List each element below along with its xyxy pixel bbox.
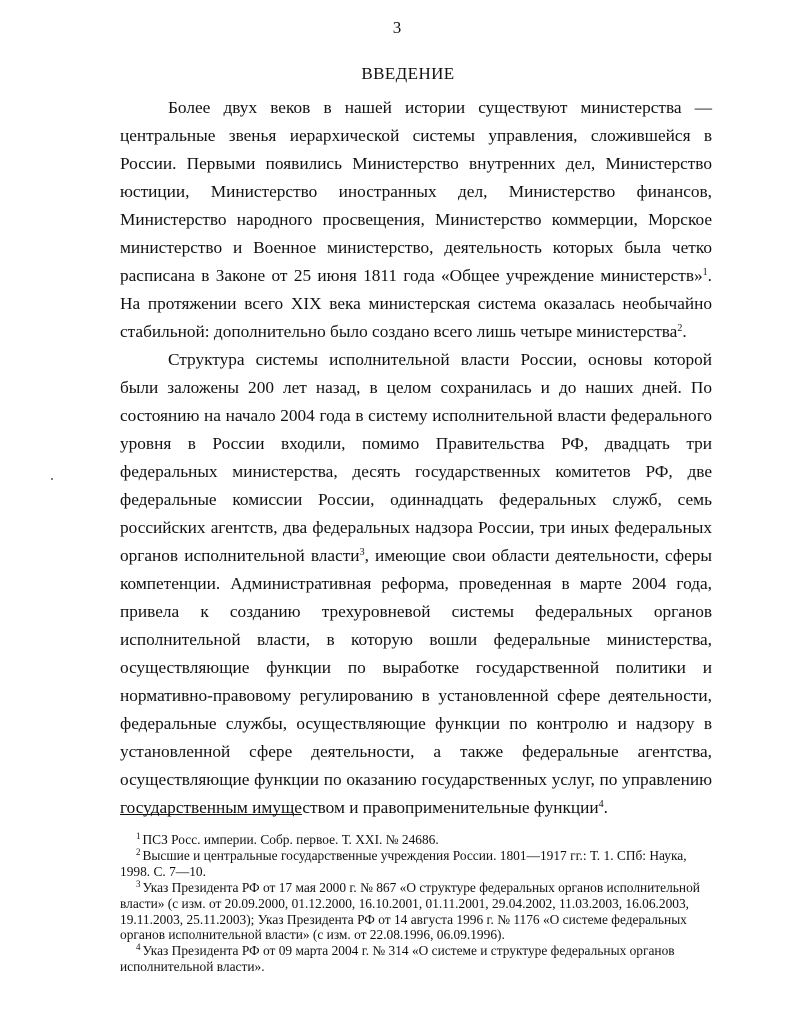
footnote-reference: 3 <box>359 547 365 558</box>
footnote-mark: 3 <box>136 878 141 889</box>
paragraph-text: . На протяжении всего XIX века министерская система оказалась необычайно стабильной: дополнительно было создано всего лишь четыре министерства <box>120 266 712 341</box>
footnote-4 <box>120 943 710 975</box>
footnote-mark: 4 <box>136 942 141 953</box>
paragraph-2 <box>120 346 712 822</box>
footnote-text: Указ Президента РФ от 17 мая 2000 г. № 867 «О структуре федеральных органов исполнительной власти» (с изм. от 20.09.2000, 01.12.2000, 16.10.2001, 01.11.2001, 29.04.2002, 11.03.2003, 16.06.2003, 19.11.2003, 25.11.2003); Указ Президента РФ от 14 августа 1996 г. № 1176 «О системе федеральных органов исполнительной власти» (с изм. от 22.08.1996, 06.09.1996). <box>120 879 700 943</box>
section-heading: ВВЕДЕНИЕ <box>361 64 455 83</box>
footnote-reference: 2 <box>677 323 683 334</box>
footnote-separator <box>120 814 302 815</box>
paragraph-1 <box>120 94 712 346</box>
footnote-text: Указ Президента РФ от 09 марта 2004 г. № 314 «О системе и структуре федеральных органов исполнительной власти». <box>120 943 675 975</box>
footnote-2 <box>120 848 710 880</box>
footnote-mark: 1 <box>136 831 141 841</box>
scan-speck <box>51 478 53 480</box>
paragraph-text: Более двух веков в нашей истории существуют министерства — центральные звенья иерархической системы управления, сложившейся в России. Первыми появились Министерство внутренних дел, Министерство юстиции, Министерство иностранных дел, Министерство финансов, Министерство народного просвещения, Министерство коммерции, Морское министерство и Военное министерство, деятельность которых была четко расписана в Законе от 25 июня 1811 года «Общее учреждение министерств» <box>120 98 712 285</box>
footnote-text: Высшие и центральные государственные учреждения России. 1801—1917 гг.: Т. 1. СПб: Наука, 1998. С. 7—10. <box>120 847 687 879</box>
footnote-3 <box>120 880 710 944</box>
footnote-reference: 4 <box>598 799 604 810</box>
paragraph-text: , имеющие свои области деятельности, сферы компетенции. Административная реформа, проведенная в марте 2004 года, привела к созданию трехуровневой системы федеральных органов исполнительной власти, в которую вошли федеральные министерства, осуществляющие функции по выработке государственной политики и нормативно-правовому регулированию в установленной сфере деятельности, федеральные службы, осуществляющие функции по контролю и надзору в установленной сфере деятельности, а также федеральные агентства, осуществляющие функции по оказанию государственных услуг, по управлению государственным имуществом и правоприменительные функции <box>120 546 712 817</box>
footnote-text: ПСЗ Росс. империи. Собр. первое. Т. XXI. № 24686. <box>142 832 439 847</box>
page-number: 3 <box>392 18 402 37</box>
footnote-mark: 2 <box>136 846 141 857</box>
paragraph-text: . <box>682 322 687 341</box>
footnotes <box>120 832 710 975</box>
paragraph-text: . <box>603 798 608 817</box>
footnote-1 <box>120 832 710 848</box>
footnote-reference: 1 <box>702 267 708 278</box>
paragraph-text: Структура системы исполнительной власти России, основы которой были заложены 200 лет назад, в целом сохранилась и до наших дней. По состоянию на начало 2004 года в систему исполнительной власти федерального уровня в России входили, помимо Правительства РФ, двадцать три федеральных министерства, десять государственных комитетов РФ, две федеральные комиссии России, одиннадцать федеральных служб, семь российских агентств, два федеральных надзора России, три иных федеральных органов исполнительной власти <box>120 350 712 565</box>
